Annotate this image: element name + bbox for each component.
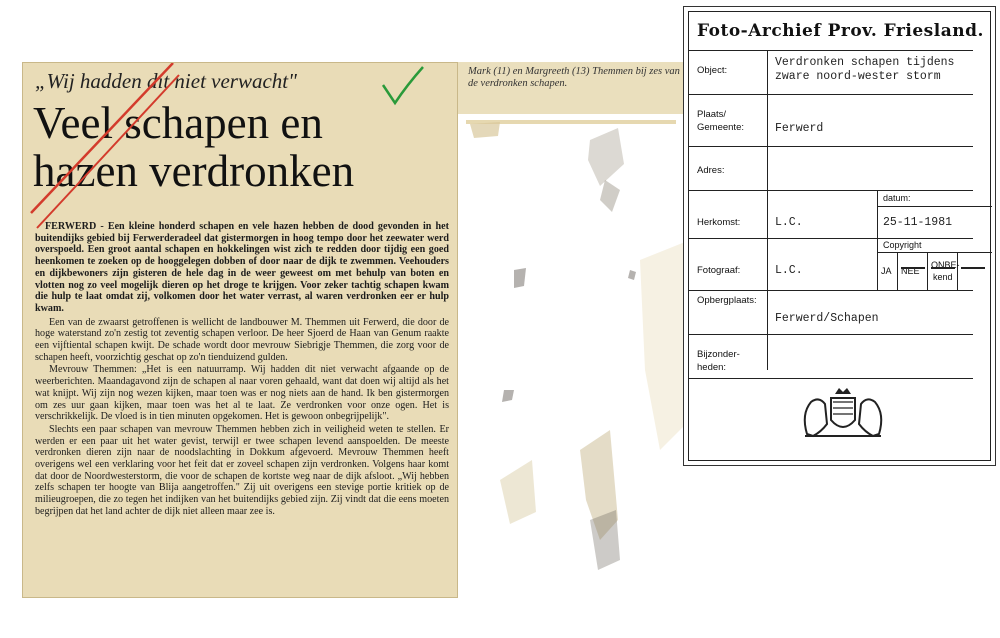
- fotograaf-value: L.C.: [775, 264, 803, 277]
- object-value-1: Verdronken schapen tijdens: [775, 56, 955, 69]
- crossed-out-marks: [899, 256, 989, 286]
- newspaper-clipping: [22, 62, 458, 598]
- herkomst-label: Herkomst:: [697, 217, 741, 228]
- article-lead: FERWERD - Een kleine honderd schapen en vele hazen hebben de dood gevonden in het buitendijks gebied bij Ferwerderadeel dat gistermorgen in hoog tempo door het zeewater werd overspoeld. Een groot aantal schapen en hokkelingen wist zich te redden door tijdig een goed heenkomen te zoeken op de hooggelegen dobben of door naar de dijk te zwemmen. Veehouders en dijkbewoners zijn gisteren de hele dag in de weer geweest om met behulp van boten en vlotten nog zo veel mogelijk dieren op het droge te krijgen. Voor zeker tachtig schapen kwam die hulp te laat omdat zij, volkomen door het water verrast, al waren verdronken eer er hulp kwam.: [35, 221, 449, 314]
- fotograaf-label: Fotograaf:: [697, 265, 741, 276]
- coat-of-arms-icon: [787, 384, 899, 440]
- headline-line-1: Veel schapen en: [33, 98, 323, 148]
- opberg-label: Opbergplaats:: [697, 295, 757, 306]
- green-check-mark: [383, 67, 423, 103]
- opberg-value: Ferwerd/Schapen: [775, 312, 879, 325]
- nee-label: NEE: [901, 266, 920, 276]
- headline-line-2: hazen verdronken: [33, 146, 355, 196]
- article-paragraph-3: Slechts een paar schapen van mevrouw Themmen hebben zich in veiligheid weten te stellen. Er werden er een paar uit het water gevist, terwijl er twee schapen levend aanspoelden. De meeste verdronken dieren zijn naar de noodslachting in Dokkum afgevoerd. Mevrouw Themmen heeft overigens wel een verklaring voor het feit dat er zoveel schapen zijn verdronken. Volgens haar komt dat door de Noordwesterstorm, die voor de schapen de kortste weg naar de dijk afsloot. „Wij hebben zelfs schapen ter hoogte van Blija aangetroffen." Zij uit overigens een stevige portie kritiek op de milieugroepen, die zo tegen het indijken van het buitendijks gebied zijn. Zij vindt dat die eens moeten begrijpen dat het land achter de dijk niet alleen maar zee is.: [35, 423, 449, 517]
- datum-value: 25-11-1981: [883, 216, 953, 229]
- onbe-label-1: ONBE-: [931, 260, 960, 270]
- object-value-2: zware noord-wester storm: [775, 70, 941, 83]
- datum-label: datum:: [883, 193, 911, 203]
- onbe-label-2: kend: [933, 272, 953, 282]
- article-body: [35, 221, 449, 519]
- bijzonderheden-label-1: Bijzonder-: [697, 349, 740, 360]
- archive-card: [683, 6, 996, 466]
- object-label: Object:: [697, 65, 728, 76]
- bijzonderheden-label-2: heden:: [697, 362, 727, 373]
- photo-strip: [458, 62, 698, 114]
- plaats-label-2: Gemeente:: [697, 122, 744, 133]
- herkomst-value: L.C.: [775, 216, 803, 229]
- copyright-label: Copyright: [883, 240, 922, 250]
- article-headline: [33, 99, 453, 195]
- card-border: [688, 11, 991, 461]
- adres-label: Adres:: [697, 165, 725, 176]
- card-grid: [689, 50, 992, 384]
- torn-paper-residue: [440, 120, 690, 600]
- article-paragraph-2: Mevrouw Themmen: „Het is een natuurramp. Wij hadden dit niet verwacht afgaande op de weerberichten. Maandagavond zijn de schapen al naar voren gehaald, want dat doen wij altijd als het wat knijpt. Wij zijn nog wezen kijken, maar toen was er nog niets aan de hand. Ik ben gistermorgen om zes uur gaan kijken, maar toen was het al te laat. Ze verdronken voor onze ogen. Het is verschrikkelijk. De vloed is in tien minuten opgekomen. Het is gewoon onbegrijpelijk".: [35, 364, 449, 423]
- article-paragraph-1: Een van de zwaarst getroffenen is wellicht de landbouwer M. Themmen uit Ferwerd, die door de hoge waterstand zo'n zestig tot zeventig schapen verloor. De heer Sjoerd de Haan van Genum raakte een vijftiental schapen kwijt. De schade wordt door mevrouw Siebrigje Themmen, die zorg voor de schapen heeft, voorzichtig geschat op zo'n tienduizend gulden.: [35, 316, 449, 363]
- plaats-label-1: Plaats/: [697, 109, 727, 120]
- card-title: Foto-Archief Prov. Friesland.: [697, 21, 984, 41]
- article-kicker: „Wij hadden dit niet verwacht": [35, 69, 297, 93]
- ja-label: JA: [881, 266, 892, 276]
- photo-caption: Mark (11) en Margreeth (13) Themmen bij zes van de verdronken schapen.: [468, 66, 680, 89]
- plaats-value: Ferwerd: [775, 122, 824, 135]
